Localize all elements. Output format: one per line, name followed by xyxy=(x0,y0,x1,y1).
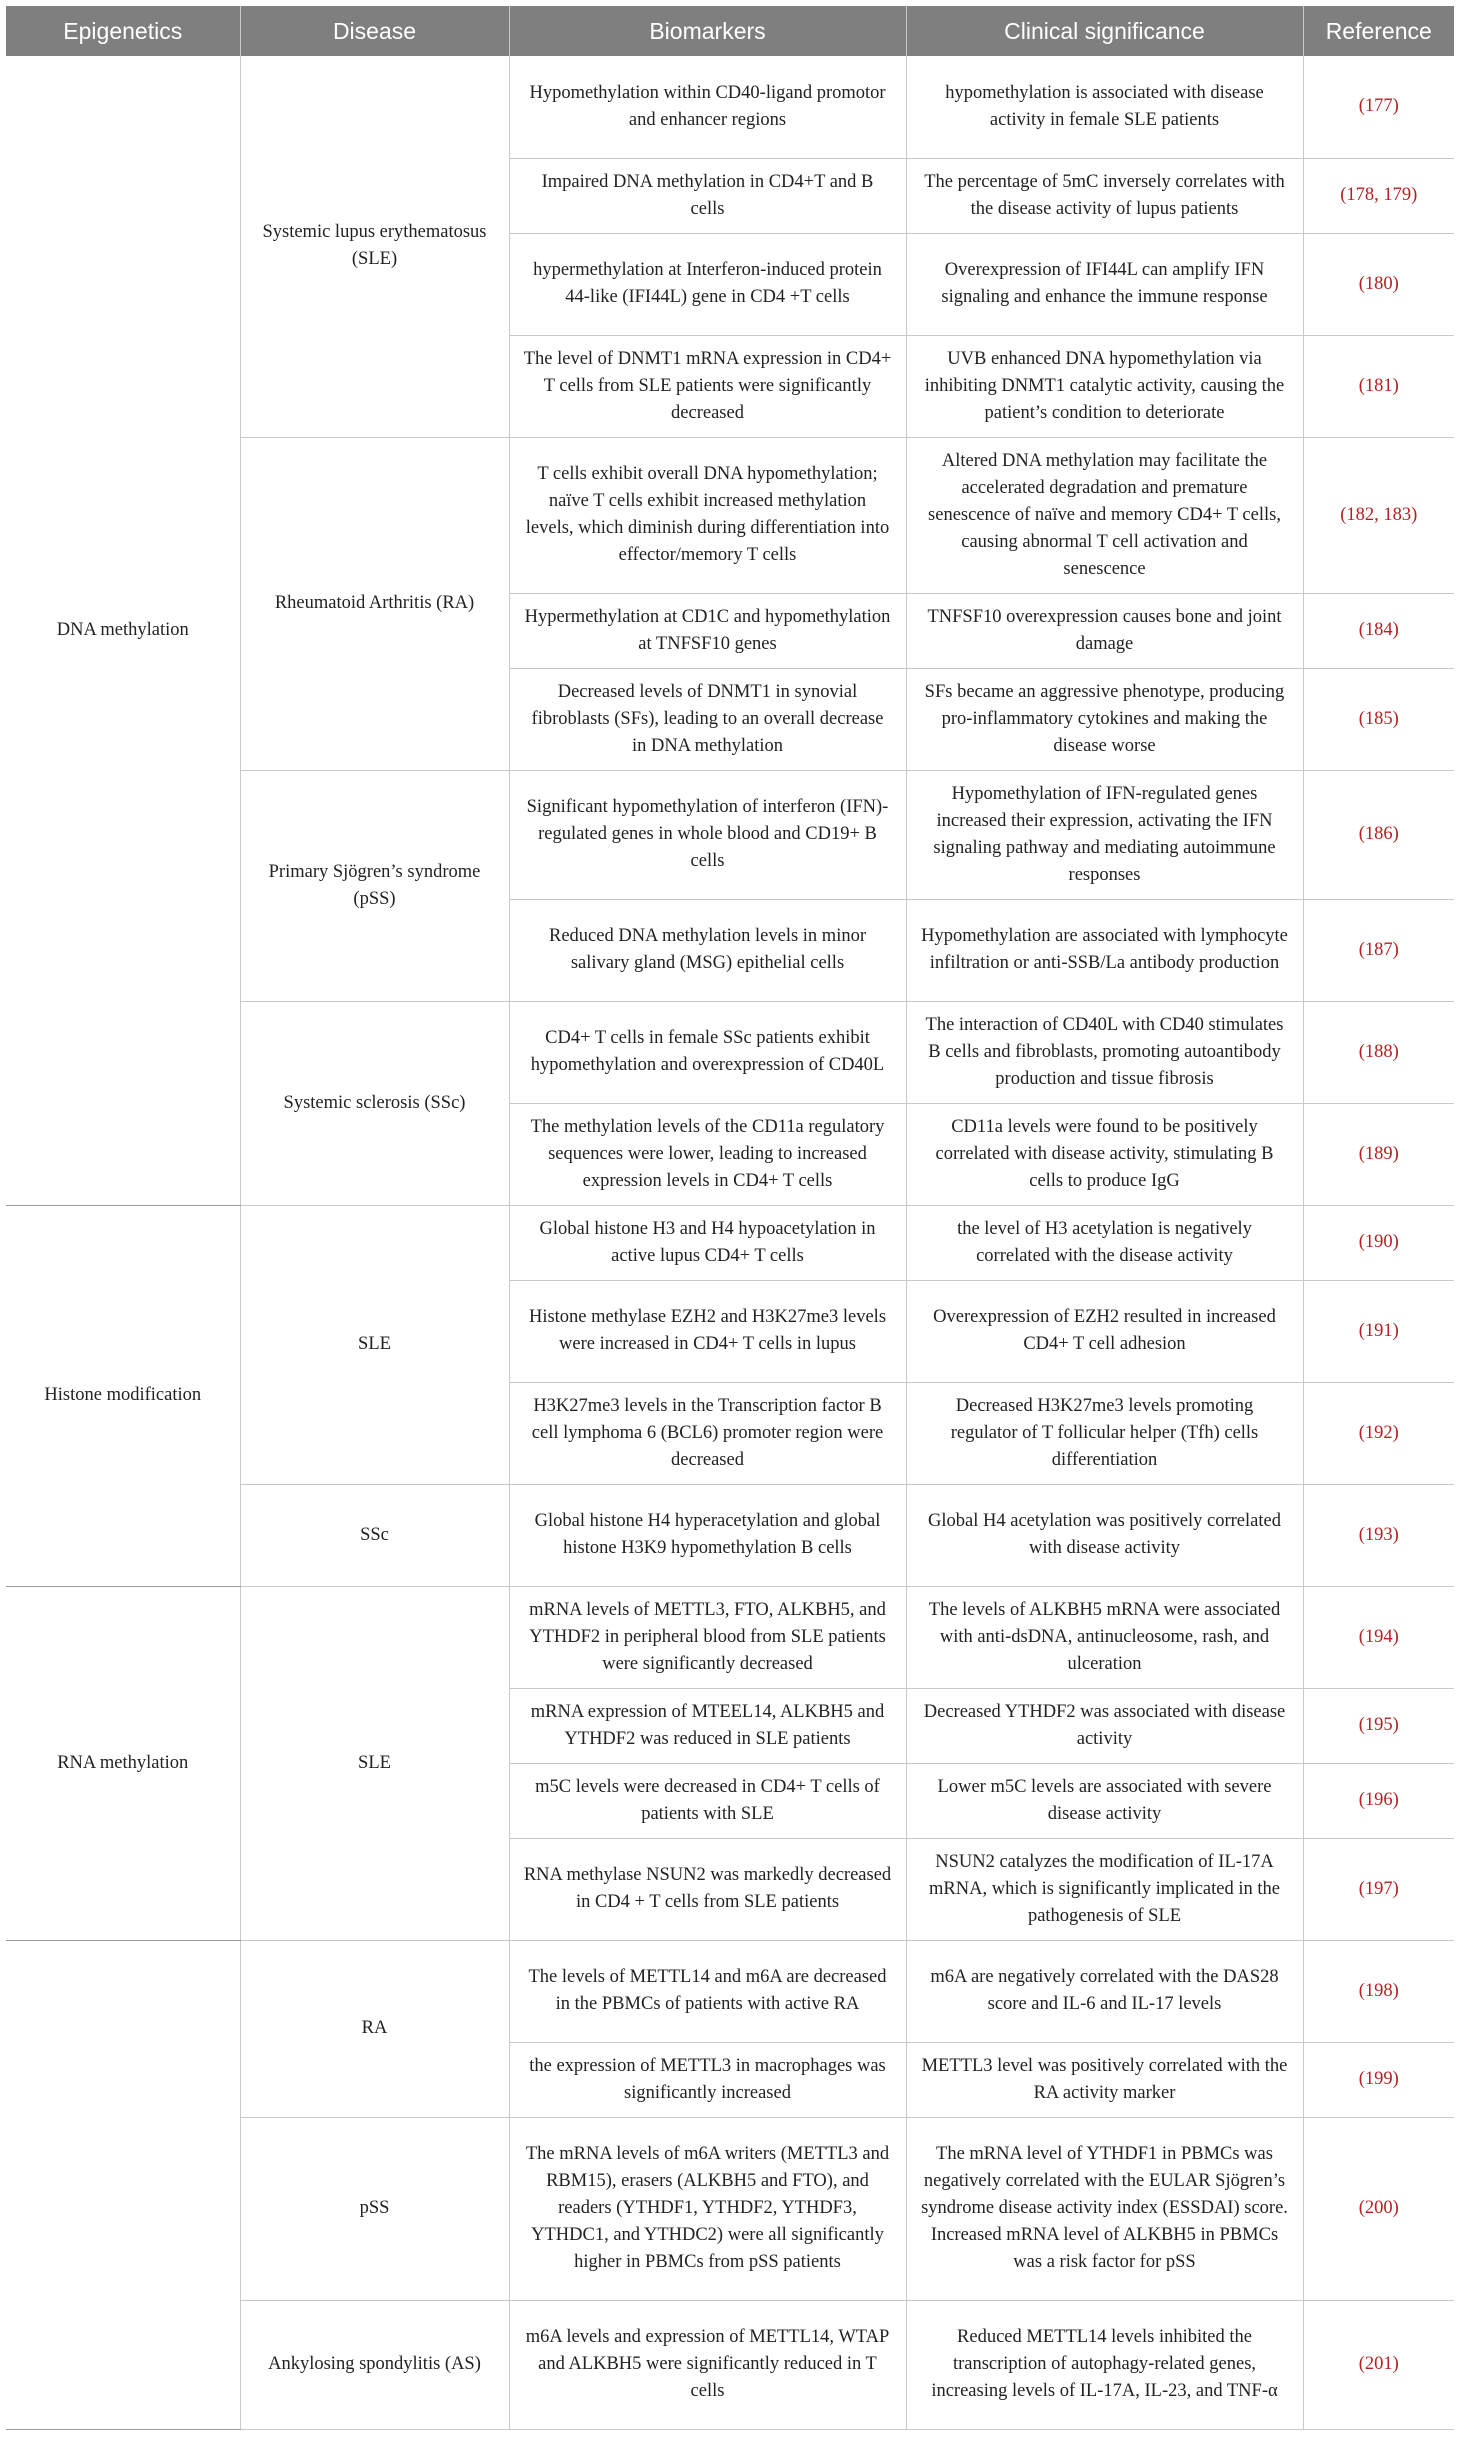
disease-cell: SLE xyxy=(240,1586,509,1940)
biomarker-cell: Histone methylase EZH2 and H3K27me3 levels were increased in CD4+ T cells in lupus xyxy=(509,1280,906,1382)
reference-link[interactable]: (195) xyxy=(1303,1688,1454,1763)
table-row xyxy=(6,1205,1454,1280)
header-biomarkers: Biomarkers xyxy=(509,6,906,56)
biomarker-cell: The mRNA levels of m6A writers (METTL3 and RBM15), erasers (ALKBH5 and FTO), and readers (YTHDF1, YTHDF2, YTHDF3, YTHDC1, and YTHDC2) were all significantly higher in PBMCs from pSS patients xyxy=(509,2117,906,2300)
reference-link[interactable]: (182, 183) xyxy=(1303,437,1454,593)
clinical-significance-cell: Reduced METTL14 levels inhibited the transcription of autophagy-related genes, increasing levels of IL-17A, IL-23, and TNF-α xyxy=(906,2300,1303,2429)
clinical-significance-cell: Altered DNA methylation may facilitate the accelerated degradation and premature senescence of naïve and memory CD4+ T cells, causing abnormal T cell activation and senescence xyxy=(906,437,1303,593)
table-row xyxy=(6,1940,1454,2042)
reference-link[interactable]: (194) xyxy=(1303,1586,1454,1688)
reference-link[interactable]: (196) xyxy=(1303,1763,1454,1838)
header-epigenetics: Epigenetics xyxy=(6,6,240,56)
biomarker-cell: The methylation levels of the CD11a regulatory sequences were lower, leading to increased expression levels in CD4+ T cells xyxy=(509,1103,906,1205)
biomarker-cell: The level of DNMT1 mRNA expression in CD4+ T cells from SLE patients were significantly decreased xyxy=(509,335,906,437)
clinical-significance-cell: METTL3 level was positively correlated with the RA activity marker xyxy=(906,2042,1303,2117)
reference-link[interactable]: (187) xyxy=(1303,899,1454,1001)
biomarker-cell: Hypermethylation at CD1C and hypomethylation at TNFSF10 genes xyxy=(509,593,906,668)
clinical-significance-cell: Lower m5C levels are associated with severe disease activity xyxy=(906,1763,1303,1838)
reference-link[interactable]: (186) xyxy=(1303,770,1454,899)
reference-link[interactable]: (185) xyxy=(1303,668,1454,770)
reference-link[interactable]: (178, 179) xyxy=(1303,158,1454,233)
reference-link[interactable]: (181) xyxy=(1303,335,1454,437)
clinical-significance-cell: The mRNA level of YTHDF1 in PBMCs was negatively correlated with the EULAR Sjögren’s syndrome disease activity index (ESSDAI) score. Increased mRNA level of ALKBH5 in PBMCs was a risk factor for pSS xyxy=(906,2117,1303,2300)
clinical-significance-cell: The percentage of 5mC inversely correlates with the disease activity of lupus patients xyxy=(906,158,1303,233)
clinical-significance-cell: the level of H3 acetylation is negatively correlated with the disease activity xyxy=(906,1205,1303,1280)
reference-link[interactable]: (191) xyxy=(1303,1280,1454,1382)
reference-link[interactable]: (201) xyxy=(1303,2300,1454,2429)
epigenetics-table xyxy=(6,6,1454,2430)
reference-link[interactable]: (198) xyxy=(1303,1940,1454,2042)
biomarker-cell: mRNA levels of METTL3, FTO, ALKBH5, and YTHDF2 in peripheral blood from SLE patients were significantly decreased xyxy=(509,1586,906,1688)
disease-cell: Ankylosing spondylitis (AS) xyxy=(240,2300,509,2429)
disease-cell: Systemic sclerosis (SSc) xyxy=(240,1001,509,1205)
biomarker-cell: m6A levels and expression of METTL14, WTAP and ALKBH5 were significantly reduced in T cells xyxy=(509,2300,906,2429)
disease-cell: RA xyxy=(240,1940,509,2117)
clinical-significance-cell: CD11a levels were found to be positively correlated with disease activity, stimulating B cells to produce IgG xyxy=(906,1103,1303,1205)
table-header-row xyxy=(6,6,1454,56)
biomarker-cell: m5C levels were decreased in CD4+ T cells of patients with SLE xyxy=(509,1763,906,1838)
reference-link[interactable]: (193) xyxy=(1303,1484,1454,1586)
reference-link[interactable]: (197) xyxy=(1303,1838,1454,1940)
reference-link[interactable]: (189) xyxy=(1303,1103,1454,1205)
biomarker-cell: Significant hypomethylation of interferon (IFN)-regulated genes in whole blood and CD19+ B cells xyxy=(509,770,906,899)
clinical-significance-cell: Hypomethylation are associated with lymphocyte infiltration or anti-SSB/La antibody production xyxy=(906,899,1303,1001)
header-clinical-significance: Clinical significance xyxy=(906,6,1303,56)
clinical-significance-cell: Overexpression of IFI44L can amplify IFN signaling and enhance the immune response xyxy=(906,233,1303,335)
clinical-significance-cell: NSUN2 catalyzes the modification of IL-17A mRNA, which is significantly implicated in the pathogenesis of SLE xyxy=(906,1838,1303,1940)
table-row xyxy=(6,1586,1454,1688)
epigenetics-cell: Histone modification xyxy=(6,1205,240,1586)
biomarker-cell: mRNA expression of MTEEL14, ALKBH5 and YTHDF2 was reduced in SLE patients xyxy=(509,1688,906,1763)
clinical-significance-cell: hypomethylation is associated with disease activity in female SLE patients xyxy=(906,56,1303,158)
clinical-significance-cell: m6A are negatively correlated with the DAS28 score and IL-6 and IL-17 levels xyxy=(906,1940,1303,2042)
reference-link[interactable]: (177) xyxy=(1303,56,1454,158)
epigenetics-cell xyxy=(6,1940,240,2429)
biomarker-cell: CD4+ T cells in female SSc patients exhibit hypomethylation and overexpression of CD40L xyxy=(509,1001,906,1103)
epigenetics-cell: RNA methylation xyxy=(6,1586,240,1940)
biomarker-cell: The levels of METTL14 and m6A are decreased in the PBMCs of patients with active RA xyxy=(509,1940,906,2042)
reference-link[interactable]: (184) xyxy=(1303,593,1454,668)
reference-link[interactable]: (180) xyxy=(1303,233,1454,335)
disease-cell: pSS xyxy=(240,2117,509,2300)
biomarker-cell: hypermethylation at Interferon-induced protein 44-like (IFI44L) gene in CD4 +T cells xyxy=(509,233,906,335)
biomarker-cell: RNA methylase NSUN2 was markedly decreased in CD4 + T cells from SLE patients xyxy=(509,1838,906,1940)
disease-cell: SLE xyxy=(240,1205,509,1484)
reference-link[interactable]: (190) xyxy=(1303,1205,1454,1280)
epigenetics-cell: DNA methylation xyxy=(6,56,240,1205)
biomarker-cell: Global histone H4 hyperacetylation and global histone H3K9 hypomethylation B cells xyxy=(509,1484,906,1586)
biomarker-cell: the expression of METTL3 in macrophages was significantly increased xyxy=(509,2042,906,2117)
clinical-significance-cell: TNFSF10 overexpression causes bone and joint damage xyxy=(906,593,1303,668)
clinical-significance-cell: Decreased H3K27me3 levels promoting regulator of T follicular helper (Tfh) cells differentiation xyxy=(906,1382,1303,1484)
clinical-significance-cell: Hypomethylation of IFN-regulated genes increased their expression, activating the IFN signaling pathway and mediating autoimmune responses xyxy=(906,770,1303,899)
clinical-significance-cell: The levels of ALKBH5 mRNA were associated with anti-dsDNA, antinucleosome, rash, and ulceration xyxy=(906,1586,1303,1688)
biomarker-cell: T cells exhibit overall DNA hypomethylation; naïve T cells exhibit increased methylation levels, which diminish during differentiation into effector/memory T cells xyxy=(509,437,906,593)
clinical-significance-cell: UVB enhanced DNA hypomethylation via inhibiting DNMT1 catalytic activity, causing the patient’s condition to deteriorate xyxy=(906,335,1303,437)
disease-cell: Rheumatoid Arthritis (RA) xyxy=(240,437,509,770)
disease-cell: Systemic lupus erythematosus (SLE) xyxy=(240,56,509,437)
reference-link[interactable]: (200) xyxy=(1303,2117,1454,2300)
clinical-significance-cell: The interaction of CD40L with CD40 stimulates B cells and fibroblasts, promoting autoantibody production and tissue fibrosis xyxy=(906,1001,1303,1103)
clinical-significance-cell: SFs became an aggressive phenotype, producing pro-inflammatory cytokines and making the disease worse xyxy=(906,668,1303,770)
clinical-significance-cell: Overexpression of EZH2 resulted in increased CD4+ T cell adhesion xyxy=(906,1280,1303,1382)
reference-link[interactable]: (188) xyxy=(1303,1001,1454,1103)
table-row xyxy=(6,56,1454,158)
table-body xyxy=(6,56,1454,2429)
biomarker-cell: Impaired DNA methylation in CD4+T and B cells xyxy=(509,158,906,233)
reference-link[interactable]: (192) xyxy=(1303,1382,1454,1484)
disease-cell: SSc xyxy=(240,1484,509,1586)
reference-link[interactable]: (199) xyxy=(1303,2042,1454,2117)
biomarker-cell: Global histone H3 and H4 hypoacetylation in active lupus CD4+ T cells xyxy=(509,1205,906,1280)
biomarker-cell: H3K27me3 levels in the Transcription factor B cell lymphoma 6 (BCL6) promoter region were decreased xyxy=(509,1382,906,1484)
biomarker-cell: Decreased levels of DNMT1 in synovial fibroblasts (SFs), leading to an overall decrease in DNA methylation xyxy=(509,668,906,770)
clinical-significance-cell: Decreased YTHDF2 was associated with disease activity xyxy=(906,1688,1303,1763)
header-disease: Disease xyxy=(240,6,509,56)
disease-cell: Primary Sjögren’s syndrome (pSS) xyxy=(240,770,509,1001)
biomarker-cell: Reduced DNA methylation levels in minor salivary gland (MSG) epithelial cells xyxy=(509,899,906,1001)
clinical-significance-cell: Global H4 acetylation was positively correlated with disease activity xyxy=(906,1484,1303,1586)
header-reference: Reference xyxy=(1303,6,1454,56)
biomarker-cell: Hypomethylation within CD40-ligand promotor and enhancer regions xyxy=(509,56,906,158)
